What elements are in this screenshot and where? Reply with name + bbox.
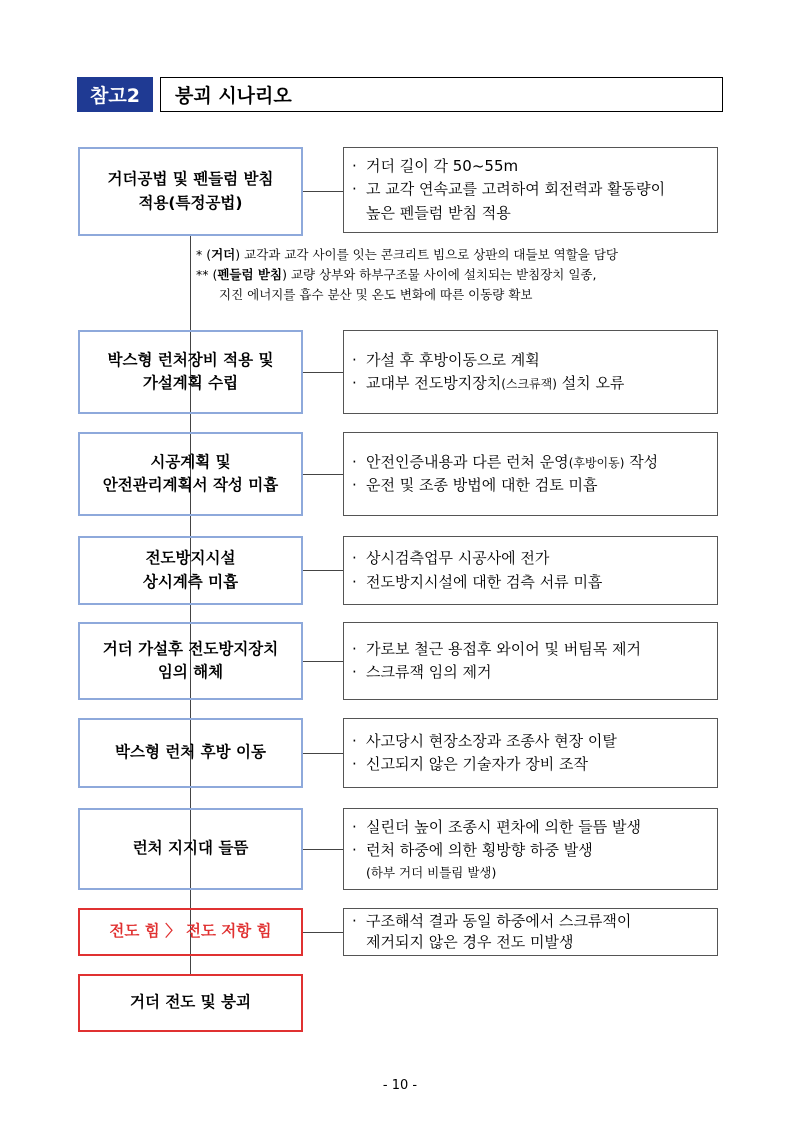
bullet-icon: · bbox=[352, 476, 357, 494]
bullet-icon: · bbox=[352, 755, 357, 773]
bullet-icon: · bbox=[352, 180, 357, 199]
step-6-box: 박스형 런처 후방 이동 bbox=[78, 718, 303, 788]
bullet-icon: · bbox=[352, 731, 357, 750]
step-5-box: 거더 가설후 전도방지장치 임의 해체 bbox=[78, 622, 303, 700]
step-5-link bbox=[303, 661, 343, 662]
step-1-line-1: 거더공법 및 펜들럼 받침 bbox=[107, 170, 274, 189]
step-7-link bbox=[303, 849, 343, 850]
step-2-detail: · 가설 후 후방이동으로 계획 · 교대부 전도방지장치(스크류잭) 설치 오류 bbox=[343, 330, 718, 414]
footnotes bbox=[196, 245, 716, 305]
step-2-link bbox=[303, 372, 343, 373]
step-2-box: 박스형 런처장비 적용 및 가설계획 수립 bbox=[78, 330, 303, 414]
detail-item: · 고 교각 연속교를 고려하여 회전력과 활동량이 bbox=[352, 178, 709, 201]
step-4-detail: · 상시검측업무 시공사에 전가 · 전도방지시설에 대한 검측 서류 미흡 bbox=[343, 536, 718, 605]
step-4-link bbox=[303, 570, 343, 571]
step-7-box: 런처 지지대 들뜸 bbox=[78, 808, 303, 890]
step-6-detail: · 사고당시 현장소장과 조종사 현장 이탈 · 신고되지 않은 기술자가 장비 조작 bbox=[343, 718, 718, 788]
bullet-icon: · bbox=[352, 912, 357, 930]
section-tag: 참고2 bbox=[77, 77, 153, 112]
footnote-pendulum: ** (펜들럼 받침) 교량 상부와 하부구조물 사이에 설치되는 받침장치 일종, bbox=[196, 267, 597, 282]
detail-item: · 거더 길이 각 50~55m bbox=[352, 155, 709, 178]
bullet-icon: · bbox=[352, 157, 357, 176]
step-3-detail: · 안전인증내용과 다른 런처 운영(후방이동) 작성 · 운전 및 조종 방법에 대한 검토 미흡 bbox=[343, 432, 718, 516]
bullet-icon: · bbox=[352, 639, 357, 658]
bullet-icon: · bbox=[352, 350, 357, 369]
bullet-icon: · bbox=[352, 374, 357, 392]
step-6-link bbox=[303, 753, 343, 754]
step-9-box: 거더 전도 및 붕괴 bbox=[78, 974, 303, 1032]
page-title: 붕괴 시나리오 bbox=[160, 77, 723, 112]
step-8-detail: · 구조해석 결과 동일 하중에서 스크류잭이 제거되지 않은 경우 전도 미발생 bbox=[343, 908, 718, 956]
step-5-detail: · 가로보 철근 용접후 와이어 및 버팀목 제거 · 스크류잭 임의 제거 bbox=[343, 622, 718, 700]
step-1-line-2: 적용(특정공법) bbox=[138, 193, 243, 212]
bullet-icon: · bbox=[352, 818, 357, 837]
bullet-icon: · bbox=[352, 663, 357, 681]
footnote-girder: * (거더) 교각과 교각 사이를 잇는 콘크리트 빔으로 상판의 대들보 역할을 담당 bbox=[196, 247, 618, 262]
bullet-icon: · bbox=[352, 452, 357, 471]
detail-item: 높은 펜들럼 받침 적용 bbox=[366, 203, 511, 222]
step-3-link bbox=[303, 474, 343, 475]
step-3-box: 시공계획 및 안전관리계획서 작성 미흡 bbox=[78, 432, 303, 516]
footnote-pendulum-cont: 지진 에너지를 흡수 분산 및 온도 변화에 따른 이동량 확보 bbox=[219, 287, 533, 302]
step-8-link bbox=[303, 932, 343, 933]
bullet-icon: · bbox=[352, 572, 357, 591]
step-7-detail: · 실린더 높이 조종시 편차에 의한 들뜸 발생 · 런처 하중에 의한 횡방향 하중 발생 (하부 거더 비틀림 발생) bbox=[343, 808, 718, 890]
detail-subnote: (하부 거더 비틀림 발생) bbox=[366, 864, 497, 880]
step-1-detail bbox=[343, 147, 718, 233]
page-number: - 10 - bbox=[382, 1078, 418, 1093]
step-1-box bbox=[78, 147, 303, 236]
step-4-box: 전도방지시설 상시계측 미흡 bbox=[78, 536, 303, 605]
bullet-icon: · bbox=[352, 841, 357, 860]
step-1-link bbox=[303, 191, 343, 192]
step-8-box: 전도 힘 〉 전도 저항 힘 bbox=[78, 908, 303, 956]
bullet-icon: · bbox=[352, 549, 357, 568]
